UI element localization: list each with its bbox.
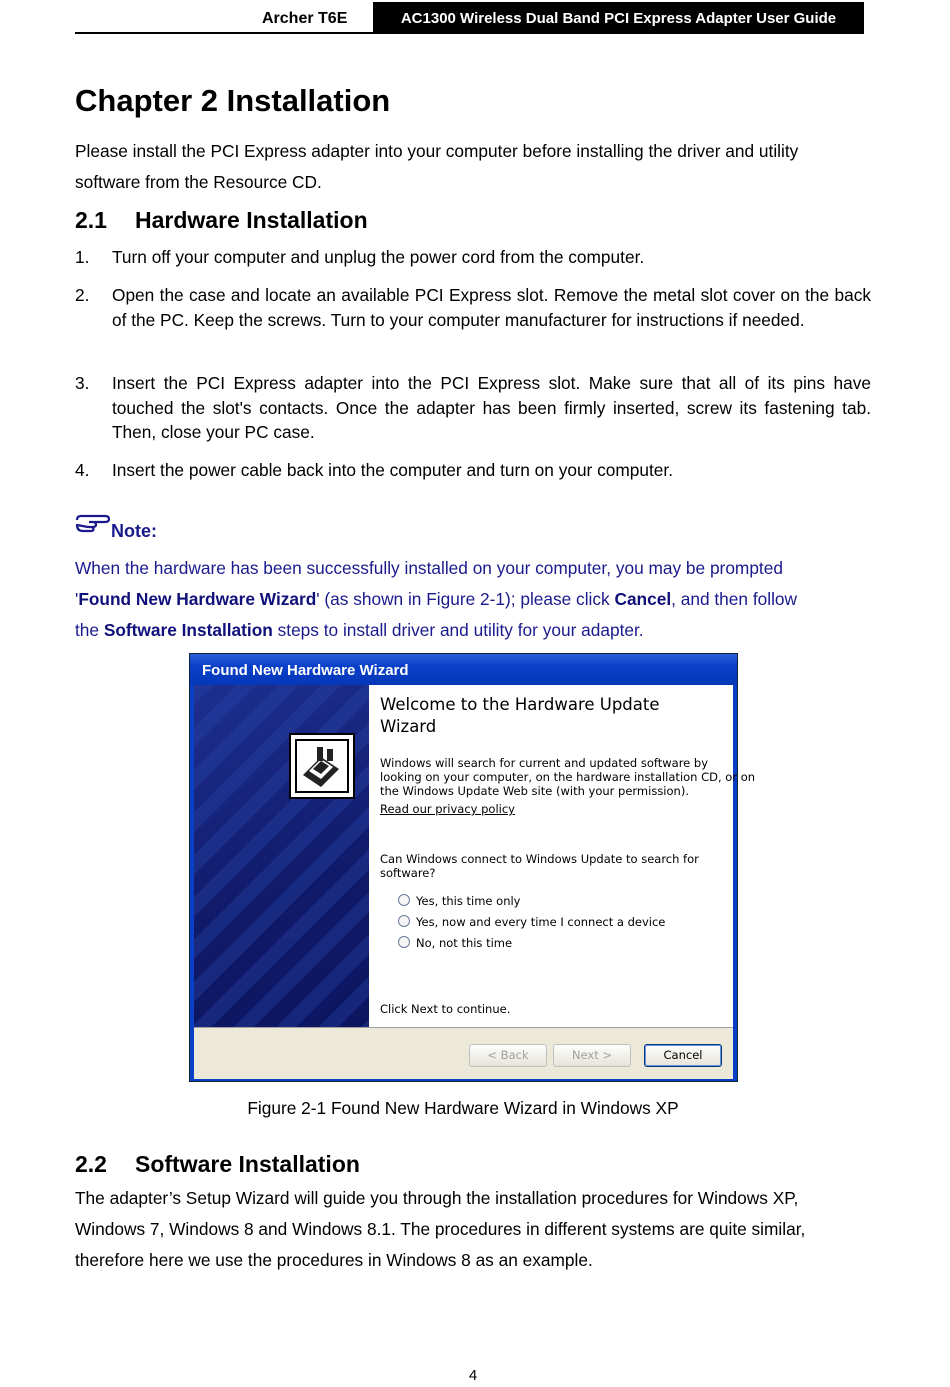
list-text: Turn off your computer and unplug the power cord from the computer. [112,247,645,267]
note-text: ' [75,589,79,609]
wizard-title-bar [190,654,737,685]
header-guide-title [373,2,864,34]
list-text: Insert the power cable back into the computer and turn on your computer. [112,460,673,480]
wizard-button-bar [194,1028,733,1079]
window-frame [733,685,737,1081]
radio-label: No, not this time [416,936,513,950]
next-button[interactable]: Next > [553,1044,631,1067]
section-number: 2.1 [75,207,107,233]
figure-caption: Figure 2-1 Found New Hardware Wizard in Windows XP [247,1098,679,1118]
wizard-side-banner [194,685,369,1027]
list-number: 2. [75,285,90,305]
section-heading-software [75,1151,360,1178]
header-rule [75,32,864,34]
wizard-desc-line: Windows will search for current and updated software by [380,756,709,770]
list-number: 1. [75,247,90,267]
paragraph-line: Windows 7, Windows 8 and Windows 8.1. The procedures in different systems are quite similar, [75,1219,806,1239]
list-item [75,245,871,270]
hardware-wizard-window [189,653,756,1082]
back-button[interactable]: < Back [469,1044,547,1067]
list-number: 3. [75,373,90,393]
radio-label: Yes, now and every time I connect a device [416,915,666,929]
section-number: 2.2 [75,1151,107,1177]
list-text: Insert the PCI Express adapter into the PCI Express slot. Make sure that all of its pins have touched the slot's contacts. Once the adapter has been firmly inserted, screw its fastening tab. Then, close your PC case. [112,373,871,442]
software-paragraph [75,1183,875,1276]
wizard-question-line: Can Windows connect to Windows Update to search for [380,852,699,866]
radio-circle[interactable] [398,894,410,906]
wizard-desc-line: the Windows Update Web site (with your permission). [380,784,689,798]
section-title: Software Installation [135,1151,360,1177]
pointing-hand-icon [75,511,111,533]
radio-label: Yes, this time only [416,894,521,908]
list-item [75,283,871,357]
intro-paragraph [75,136,798,198]
radio-no-not-this-time[interactable] [398,934,698,952]
wizard-title: Found New Hardware Wizard [202,662,409,679]
wizard-description [380,756,755,798]
note-paragraph [75,553,875,646]
list-item [75,458,871,483]
radio-yes-this-time[interactable] [398,892,698,910]
wizard-footer-text: Click Next to continue. [380,1002,511,1016]
paragraph-line: The adapter’s Setup Wizard will guide you through the installation procedures for Windows XP, [75,1188,799,1208]
wizard-question-line: software? [380,866,436,880]
paragraph-line: therefore here we use the procedures in Windows 8 as an example. [75,1250,593,1270]
radio-circle[interactable] [398,915,410,927]
note-text: ' (as shown in Figure 2-1); please click [316,589,615,609]
radio-yes-every-time[interactable] [398,913,698,931]
cancel-button[interactable]: Cancel [644,1044,722,1067]
note-text: , and then follow [671,589,797,609]
list-item [75,371,871,445]
note-label: Note: [111,521,157,541]
note-line: When the hardware has been successfully installed on your computer, you may be prompted [75,558,783,578]
radio-circle[interactable] [398,936,410,948]
note-emphasis: Found New Hardware Wizard [78,589,317,609]
wizard-desc-line: looking on your computer, on the hardware installation CD, or on [380,770,756,784]
note-emphasis: Cancel [614,589,672,609]
wizard-content [380,694,756,1016]
list-number: 4. [75,460,90,480]
chapter-title: Chapter 2 Installation [75,83,391,118]
intro-line: Please install the PCI Express adapter into your computer before installing the driver and utility [75,141,799,161]
header-guide-title-text: AC1300 Wireless Dual Band PCI Express Adapter User Guide [400,9,837,27]
wizard-question [380,852,699,880]
note-text: steps to install driver and utility for your adapter. [272,620,644,640]
section-title: Hardware Installation [135,207,368,233]
header-product: Archer T6E [262,10,348,27]
privacy-policy-link[interactable]: Read our privacy policy [380,802,515,816]
hardware-icon [289,733,355,799]
note-line [75,615,875,646]
section-heading-hardware [75,207,368,234]
note-line [75,584,875,615]
note-text: the [75,620,104,640]
page-number: 4 [468,1367,478,1384]
list-text: Open the case and locate an available PCI Express slot. Remove the metal slot cover on the back of the PC. Keep the screws. Turn to your computer manufacturer for instructions if needed. [112,285,871,330]
note-emphasis: Software Installation [103,620,273,640]
intro-line: software from the Resource CD. [75,172,322,192]
wizard-heading: Welcome to the Hardware Update Wizard [380,695,660,736]
